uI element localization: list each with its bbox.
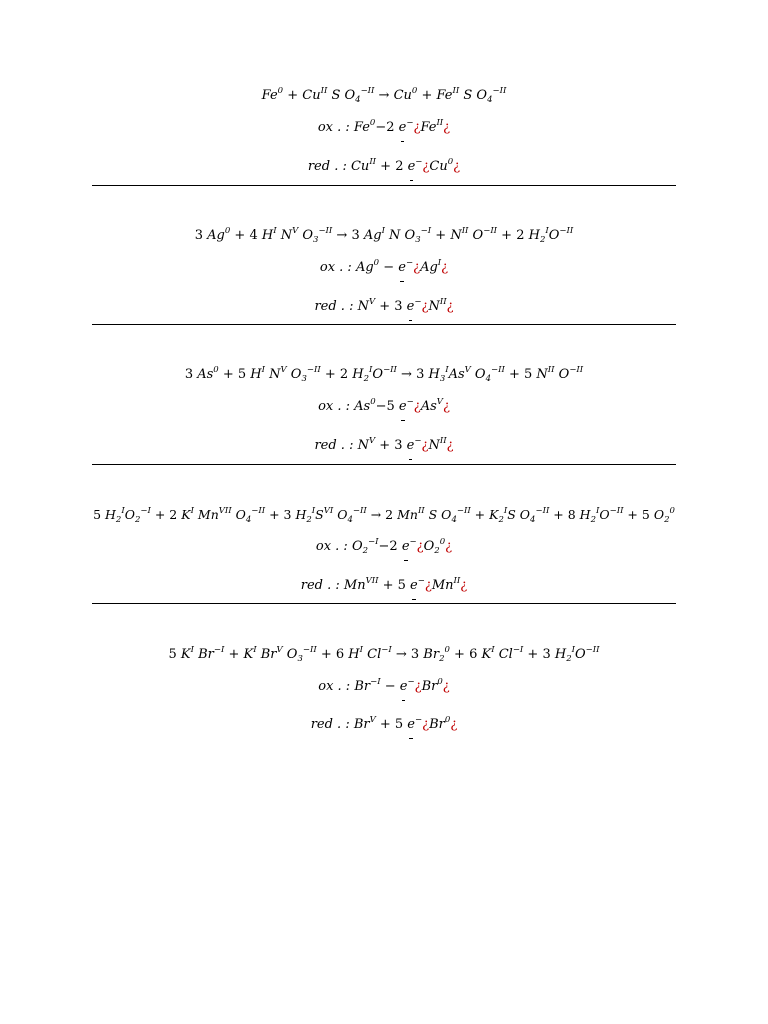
subscript: 3 — [415, 235, 421, 245]
formula-text: + 4 — [230, 228, 262, 243]
marker-glyph: ¿ — [442, 399, 450, 414]
superscript: − — [409, 537, 417, 547]
superscript: V — [436, 397, 443, 407]
subscript: 2 — [439, 654, 445, 664]
formula-text: H — [105, 507, 116, 522]
formula-text: H — [261, 228, 274, 243]
subscript: 2 — [134, 515, 141, 525]
superscript: II — [453, 576, 461, 586]
superscript: II — [439, 297, 447, 307]
formula-text: Ag — [420, 260, 438, 275]
ox-half-1 — [0, 120, 768, 136]
superscript: I — [369, 365, 373, 375]
superscript: −II — [483, 226, 498, 236]
subscript: 2 — [590, 515, 596, 525]
superscript: I — [437, 258, 442, 268]
superscript: 0 — [444, 645, 450, 655]
electron-symbol: e — [406, 299, 415, 314]
superscript: −I — [370, 677, 381, 687]
subscript: 4 — [355, 95, 361, 105]
formula-text: ox . : Ag — [319, 260, 374, 275]
superscript: − — [414, 297, 422, 307]
subscript: 4 — [347, 515, 353, 525]
formula-text: S O — [327, 88, 356, 103]
superscript: VII — [365, 576, 379, 586]
equation-2 — [0, 228, 768, 244]
formula-text: → 2 — [366, 507, 398, 522]
formula-text: H — [348, 647, 360, 662]
superscript: I — [596, 506, 600, 516]
formula-text: Br — [421, 679, 438, 694]
superscript: −II — [360, 86, 375, 96]
electron-symbol: e — [407, 159, 416, 174]
superscript: I — [381, 226, 385, 236]
formula-text: + — [431, 228, 451, 243]
formula-text: O — [372, 367, 384, 382]
formula-text: N — [450, 228, 462, 243]
formula-text: Br — [423, 647, 440, 662]
superscript: −II — [251, 506, 266, 516]
formula-text: − — [380, 679, 400, 694]
subscript: 4 — [485, 374, 492, 384]
marker-glyph: ¿ — [450, 717, 458, 732]
superscript: −I — [140, 506, 151, 516]
formula-text: − — [379, 260, 399, 275]
superscript: − — [407, 677, 415, 687]
marker-glyph: ¿ — [460, 578, 468, 593]
superscript: V — [464, 365, 471, 375]
superscript: 0 — [437, 677, 443, 687]
superscript: −I — [420, 226, 432, 236]
formula-text: + 5 — [375, 717, 408, 732]
formula-text: K — [181, 507, 191, 522]
superscript: 0 — [370, 397, 376, 407]
formula-text: S O — [459, 88, 488, 103]
formula-text: N — [428, 438, 440, 453]
subscript: 2 — [498, 515, 504, 525]
superscript: − — [406, 118, 414, 128]
formula-text: Cu — [429, 159, 448, 174]
formula-text: + 2 — [150, 507, 182, 522]
superscript: −II — [352, 506, 367, 516]
superscript: 0 — [277, 86, 284, 96]
subscript: 4 — [530, 515, 536, 525]
superscript: II — [369, 157, 377, 167]
formula-text: + — [283, 88, 303, 103]
superscript: I — [273, 226, 277, 236]
marker-glyph: ¿ — [421, 438, 429, 453]
superscript: I — [253, 645, 257, 655]
formula-text: ox . : As — [318, 399, 371, 414]
formula-text: H — [428, 367, 440, 382]
superscript: −II — [302, 645, 317, 655]
formula-text: N — [536, 367, 548, 382]
formula-text: O — [470, 367, 486, 382]
formula-text: H — [579, 507, 591, 522]
superscript: VI — [323, 506, 334, 516]
formula-text: + 2 — [497, 228, 529, 243]
superscript: −I — [213, 645, 225, 655]
formula-text: O — [282, 647, 298, 662]
superscript: 0 — [669, 506, 675, 516]
ox-half-4 — [0, 539, 768, 555]
marker-glyph: ¿ — [446, 438, 454, 453]
formula-text: −2 — [378, 539, 402, 554]
superscript: − — [414, 436, 422, 446]
formula-text: red . : Cu — [307, 159, 370, 174]
formula-text: O — [333, 507, 348, 522]
subscript: 3 — [439, 374, 446, 384]
electron-symbol: e — [401, 539, 410, 554]
superscript: 0 — [369, 118, 376, 128]
superscript: V — [368, 436, 376, 446]
subscript: 2 — [434, 546, 440, 556]
formula-text: + 6 — [316, 647, 349, 662]
superscript: −II — [318, 226, 333, 236]
marker-glyph: ¿ — [442, 679, 450, 694]
superscript: II — [547, 365, 555, 375]
formula-text: H — [352, 367, 364, 382]
formula-text: + 5 — [378, 578, 411, 593]
marker-glyph: ¿ — [446, 299, 454, 314]
equation-3 — [0, 367, 768, 383]
red-half-4 — [0, 578, 768, 594]
superscript: II — [461, 226, 469, 236]
formula-text: + 6 — [449, 647, 482, 662]
red-half-2 — [0, 299, 768, 315]
formula-text: + — [224, 647, 244, 662]
formula-text: Br — [193, 647, 214, 662]
subscript: 3 — [313, 235, 319, 245]
subscript: 2 — [306, 515, 312, 525]
formula-text: Cl — [363, 647, 382, 662]
superscript: −II — [609, 506, 624, 516]
superscript: 0 — [447, 157, 454, 167]
superscript: II — [320, 86, 328, 96]
marker-glyph: ¿ — [413, 120, 421, 135]
red-half-3 — [0, 438, 768, 454]
formula-text: ox . : Br — [318, 679, 371, 694]
ox-half-5 — [0, 679, 768, 695]
marker-glyph: ¿ — [413, 399, 421, 414]
equation-1 — [0, 88, 768, 104]
formula-text: Br — [256, 647, 277, 662]
formula-text: → 3 — [391, 647, 424, 662]
formula-text: O — [124, 507, 135, 522]
formula-text: Ag — [207, 228, 225, 243]
superscript: I — [311, 506, 316, 516]
divider-3 — [92, 464, 676, 465]
formula-text: K — [180, 647, 191, 662]
formula-text: + 2 — [320, 367, 353, 382]
superscript: − — [405, 258, 414, 268]
superscript: −I — [512, 645, 524, 655]
formula-text: As — [420, 399, 437, 414]
subscript: 2 — [664, 515, 670, 525]
superscript: 0 — [439, 537, 446, 547]
marker-glyph: ¿ — [422, 717, 430, 732]
formula-text: + 3 — [523, 647, 555, 662]
superscript: −II — [456, 506, 471, 516]
formula-text: S — [315, 507, 324, 522]
formula-text: K — [243, 647, 254, 662]
formula-text: → 3 — [396, 367, 429, 382]
divider-2 — [92, 324, 676, 325]
formula-text: Br — [429, 717, 445, 732]
formula-text: + 5 — [623, 507, 654, 522]
formula-text: → 3 — [332, 228, 364, 243]
formula-text: + 8 — [549, 507, 580, 522]
marker-glyph: ¿ — [421, 299, 429, 314]
superscript: V — [292, 226, 299, 236]
electron-symbol: e — [407, 717, 415, 732]
superscript: −II — [535, 506, 550, 516]
formula-text: O — [468, 228, 484, 243]
formula-text: N — [428, 299, 440, 314]
superscript: I — [359, 645, 363, 655]
superscript: I — [445, 365, 449, 375]
subscript: 4 — [487, 95, 493, 105]
formula-text: + — [417, 88, 437, 103]
formula-text: 3 — [194, 228, 208, 243]
formula-text: ox . : O — [315, 539, 363, 554]
superscript: − — [406, 397, 414, 407]
formula-text: O — [574, 647, 586, 662]
superscript: I — [121, 506, 125, 516]
formula-text: O — [231, 507, 246, 522]
subscript: 2 — [362, 546, 369, 556]
superscript: −II — [491, 365, 505, 375]
superscript: I — [503, 506, 508, 516]
superscript: II — [439, 436, 447, 446]
electron-symbol: e — [398, 260, 406, 275]
marker-glyph: ¿ — [453, 159, 461, 174]
superscript: I — [571, 645, 575, 655]
superscript: V — [276, 645, 283, 655]
formula-text: H — [528, 228, 540, 243]
formula-text: Cu — [302, 88, 321, 103]
superscript: 0 — [411, 86, 418, 96]
subscript: 2 — [363, 374, 370, 384]
formula-text: O — [554, 367, 570, 382]
superscript: −II — [492, 86, 507, 96]
marker-glyph: ¿ — [416, 539, 424, 554]
formula-text: S O — [424, 507, 452, 522]
formula-text: + 2 — [376, 159, 408, 174]
electron-symbol: e — [410, 578, 418, 593]
formula-text: red . : N — [314, 299, 369, 314]
superscript: −II — [383, 365, 397, 375]
superscript: −II — [569, 365, 584, 375]
superscript: 0 — [444, 715, 451, 725]
formula-text: Mn — [397, 507, 418, 522]
formula-text: K — [489, 507, 499, 522]
formula-text: As — [197, 367, 214, 382]
marker-glyph: ¿ — [413, 260, 421, 275]
superscript: −II — [559, 226, 574, 236]
red-half-1 — [0, 159, 768, 175]
superscript: I — [190, 645, 194, 655]
formula-text: H — [295, 507, 307, 522]
superscript: I — [190, 506, 194, 516]
formula-text: Fe — [420, 120, 437, 135]
superscript: I — [491, 645, 495, 655]
formula-text: + 5 — [504, 367, 537, 382]
equation-4 — [0, 507, 768, 523]
formula-text: Mn — [193, 507, 219, 522]
superscript: VII — [218, 506, 232, 516]
formula-text: K — [481, 647, 492, 662]
formula-text: N — [276, 228, 293, 243]
marker-glyph: ¿ — [414, 679, 422, 694]
electron-symbol: e — [398, 120, 407, 135]
electron-symbol: e — [406, 438, 415, 453]
formula-text: Cu — [393, 88, 412, 103]
superscript: I — [261, 365, 265, 375]
formula-text: + 3 — [375, 299, 407, 314]
marker-glyph: ¿ — [443, 120, 451, 135]
formula-text: + 3 — [265, 507, 296, 522]
subscript: 3 — [297, 654, 303, 664]
formula-text: O — [423, 539, 435, 554]
superscript: II — [452, 86, 460, 96]
divider-4 — [92, 603, 676, 604]
superscript: V — [369, 715, 376, 725]
superscript: II — [417, 506, 425, 516]
superscript: −II — [585, 645, 600, 655]
superscript: 0 — [224, 226, 231, 236]
formula-text: S O — [507, 507, 531, 522]
formula-text: O — [653, 507, 665, 522]
electron-symbol: e — [399, 679, 408, 694]
formula-text: Fe — [261, 88, 278, 103]
formula-text: + 3 — [375, 438, 407, 453]
superscript: V — [280, 365, 287, 375]
formula-text: 5 — [168, 647, 181, 662]
formula-text: As — [448, 367, 465, 382]
superscript: −I — [368, 537, 379, 547]
subscript: 2 — [539, 235, 546, 245]
superscript: II — [436, 118, 444, 128]
formula-text: O — [599, 507, 610, 522]
formula-text: O — [298, 228, 314, 243]
formula-text: Ag — [363, 228, 382, 243]
formula-text: 3 — [184, 367, 198, 382]
formula-text: −2 — [375, 120, 399, 135]
formula-text: ox . : Fe — [317, 120, 370, 135]
formula-text: −5 — [375, 399, 399, 414]
superscript: − — [415, 157, 423, 167]
equation-5 — [0, 647, 768, 663]
superscript: − — [415, 715, 423, 725]
subscript: 2 — [115, 515, 122, 525]
divider-1 — [92, 185, 676, 186]
formula-text: Fe — [436, 88, 453, 103]
formula-text: 5 — [93, 507, 106, 522]
ox-half-2 — [0, 260, 768, 276]
ox-half-3 — [0, 399, 768, 415]
formula-text: O — [286, 367, 302, 382]
superscript: − — [417, 576, 425, 586]
superscript: 0 — [373, 258, 380, 268]
electron-symbol: e — [398, 399, 407, 414]
formula-text: N O — [384, 228, 416, 243]
marker-glyph: ¿ — [424, 578, 432, 593]
formula-text: red . : N — [314, 438, 369, 453]
formula-text: red . : Mn — [300, 578, 366, 593]
superscript: −I — [381, 645, 392, 655]
formula-text: → — [374, 88, 394, 103]
subscript: 4 — [451, 515, 457, 525]
marker-glyph: ¿ — [422, 159, 430, 174]
formula-text: + 5 — [218, 367, 251, 382]
subscript: 3 — [301, 374, 307, 384]
marker-glyph: ¿ — [441, 260, 449, 275]
formula-text: Mn — [431, 578, 454, 593]
subscript: 4 — [245, 515, 252, 525]
superscript: 0 — [213, 365, 219, 375]
red-half-5 — [0, 717, 768, 733]
formula-text: + — [470, 507, 490, 522]
superscript: V — [368, 297, 376, 307]
superscript: −II — [306, 365, 321, 375]
formula-text: O — [548, 228, 560, 243]
subscript: 2 — [566, 654, 572, 664]
superscript: I — [545, 226, 549, 236]
marker-glyph: ¿ — [445, 539, 453, 554]
formula-text: Cl — [494, 647, 513, 662]
formula-text: N — [264, 367, 281, 382]
formula-text: red . : Br — [310, 717, 370, 732]
formula-text: H — [554, 647, 567, 662]
formula-text: H — [250, 367, 262, 382]
